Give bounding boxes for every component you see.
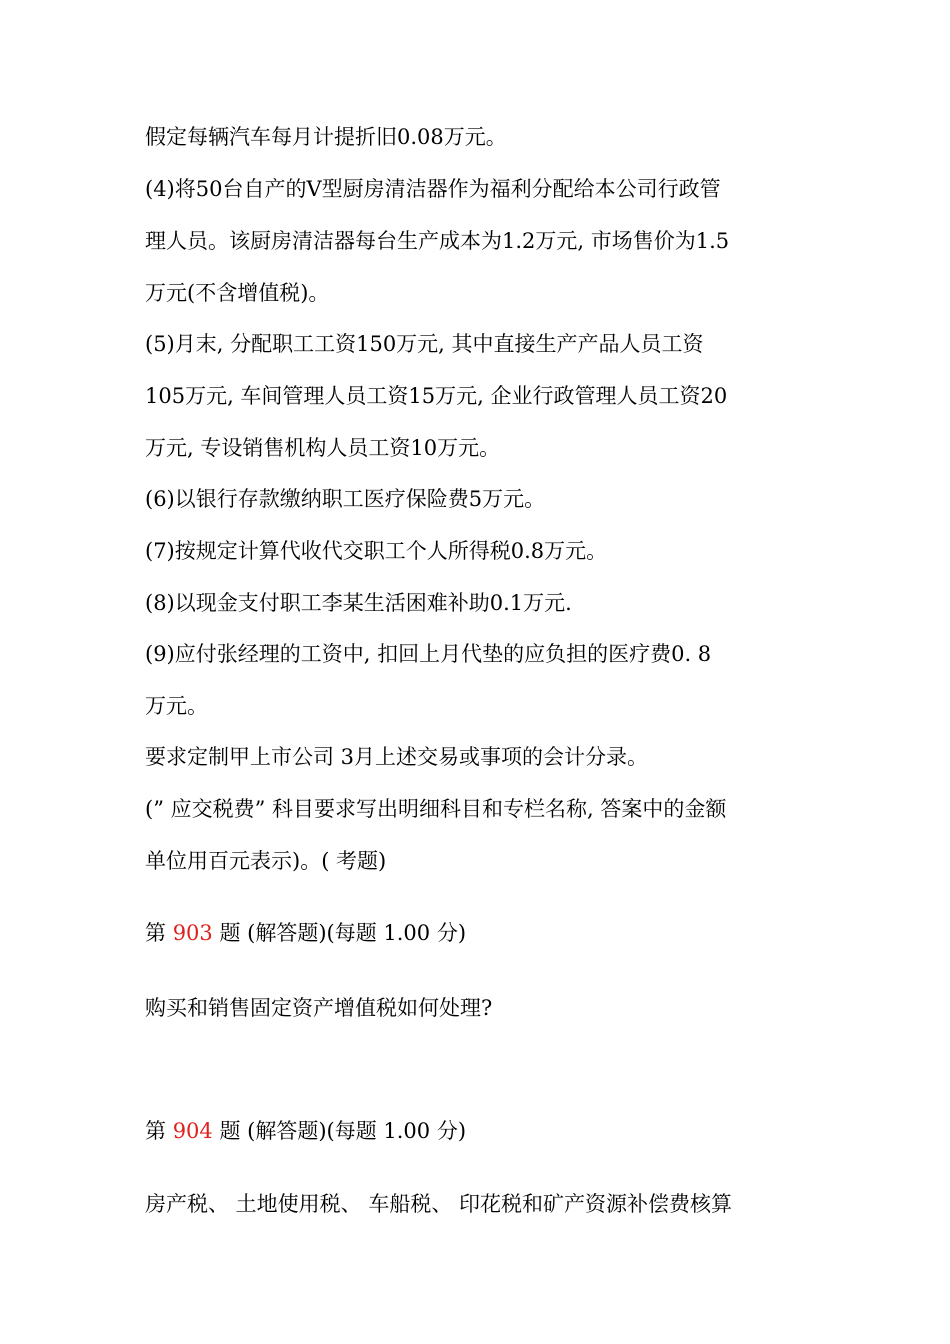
question-text: 购买和销售固定资产增值税如何处理? [145,996,493,1020]
body-line: 万元。 [145,694,208,718]
body-line: (4)将50台自产的V型厨房清洁器作为福利分配给本公司行政管 [145,177,721,201]
body-line: (6)以银行存款缴纳职工医疗保险费5万元。 [145,487,546,511]
body-line: (9)应付张经理的工资中, 扣回上月代垫的应负担的医疗费0. 8 [145,642,712,666]
question-prefix: 第 [145,921,173,945]
body-line: 105万元, 车间管理人员工资15万元, 企业行政管理人员工资20 [145,384,728,408]
question-prefix: 第 [145,1119,173,1143]
body-line: 理人员。该厨房清洁器每台生产成本为1.2万元, 市场售价为1.5 [145,229,730,253]
body-line: (” 应交税费” 科目要求写出明细科目和专栏名称, 答案中的金额 [145,797,727,821]
question-header [145,918,815,948]
body-line: 单位用百元表示)。( 考题) [145,849,387,873]
body-line: 万元, 专设销售机构人员工资10万元。 [145,436,501,460]
body-line: (5)月末, 分配职工工资150万元, 其中直接生产产品人员工资 [145,332,704,356]
body-line: (8)以现金支付职工李某生活困难补助0.1万元. [145,591,572,615]
question-meta: 题 (解答题)(每题 1.00 分) [212,1119,467,1143]
question-text: 房产税、 土地使用税、 车船税、 印花税和矿产资源补偿费核算 [145,1192,733,1216]
body-line: 要求定制甲上市公司 3月上述交易或事项的会计分录。 [145,745,649,769]
body-line: 万元(不含增值税)。 [145,281,330,305]
body-line: 假定每辆汽车每月计提折旧0.08万元。 [145,125,507,149]
question-meta: 题 (解答题)(每题 1.00 分) [212,921,467,945]
question-number: 903 [172,921,213,945]
question-header [145,1116,815,1146]
body-line: (7)按规定计算代收代交职工个人所得税0.8万元。 [145,539,608,563]
question-number: 904 [172,1119,213,1143]
